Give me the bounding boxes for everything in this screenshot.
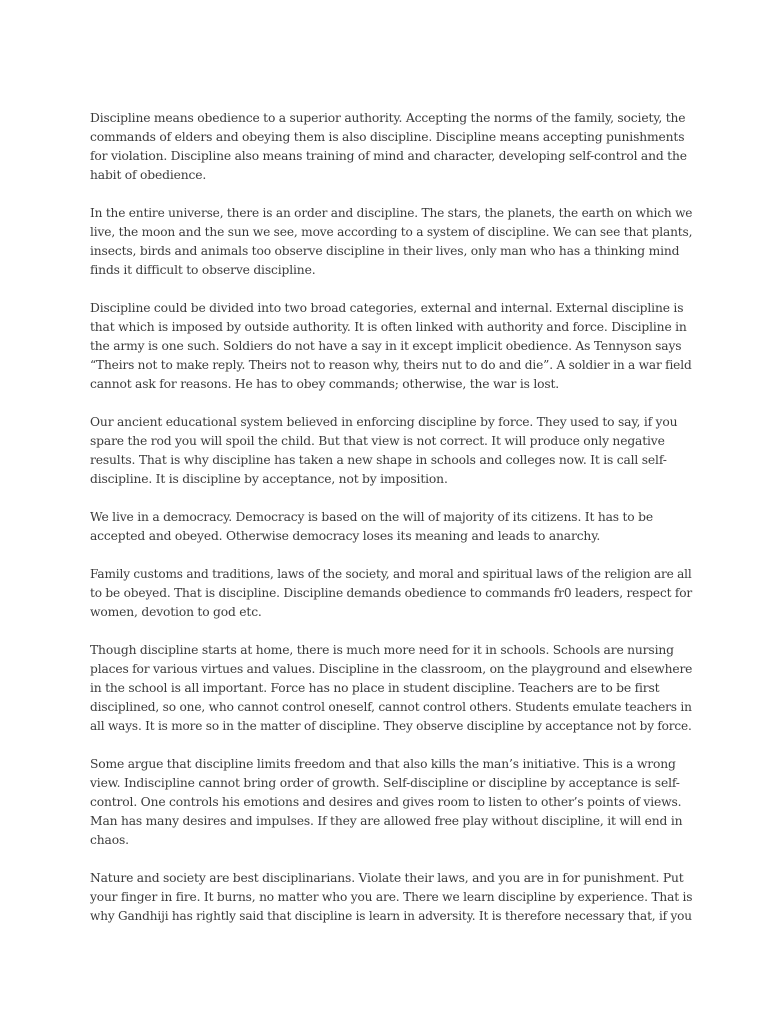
text-line: places for various virtues and values. Discipline in the classroom, on the playground and elsewhere — [90, 662, 693, 676]
text-line: “Theirs not to make reply. Theirs not to reason why, theirs nut to do and die”. A soldier in a war field — [90, 358, 692, 372]
text-line: Some argue that discipline limits freedom and that also kills the man’s initiative. This is a wrong — [90, 757, 676, 771]
text-line: to be obeyed. That is discipline. Discipline demands obedience to commands fr0 leaders, respect for — [90, 586, 693, 600]
text-line: Discipline could be divided into two broad categories, external and internal. External discipline is — [90, 301, 684, 315]
paragraph-definition — [90, 109, 686, 185]
text-line: in the school is all important. Force has no place in student discipline. Teachers are to be first — [90, 681, 660, 695]
text-line: view. Indiscipline cannot bring order of growth. Self-discipline or discipline by acceptance is self- — [90, 776, 680, 790]
text-line: disciplined, so one, who cannot control oneself, cannot control others. Students emulate teachers in — [90, 700, 692, 714]
text-line: spare the rod you will spoil the child. But that view is not correct. It will produce only negative — [90, 434, 665, 448]
paragraph-democracy — [90, 508, 686, 546]
text-line: cannot ask for reasons. He has to obey commands; otherwise, the war is lost. — [90, 377, 560, 391]
text-line: control. One controls his emotions and desires and gives room to listen to other’s points of views. — [90, 795, 682, 809]
text-line: Nature and society are best disciplinarians. Violate their laws, and you are in for punishment. Put — [90, 871, 684, 885]
text-line: commands of elders and obeying them is also discipline. Discipline means accepting punishments — [90, 130, 685, 144]
text-line: We live in a democracy. Democracy is based on the will of majority of its citizens. It has to be — [90, 510, 653, 524]
text-line: women, devotion to god etc. — [90, 605, 262, 619]
paragraph-family-customs — [90, 565, 693, 622]
text-line: Our ancient educational system believed in enforcing discipline by force. They used to say, if you — [90, 415, 678, 429]
paragraph-education — [90, 413, 686, 489]
text-line: live, the moon and the sun we see, move according to a system of discipline. We can see that plants, — [90, 225, 693, 239]
text-line: the army is one such. Soldiers do not have a say in it except implicit obedience. As Tennyson says — [90, 339, 682, 353]
text-line: In the entire universe, there is an order and discipline. The stars, the planets, the earth on which we — [90, 206, 693, 220]
text-line: for violation. Discipline also means training of mind and character, developing self-control and the — [90, 149, 687, 163]
text-line: finds it difficult to observe discipline. — [90, 263, 316, 277]
text-line: all ways. It is more so in the matter of discipline. They observe discipline by acceptance not by force. — [90, 719, 692, 733]
paragraph-categories — [90, 299, 692, 394]
text-line: habit of obedience. — [90, 168, 207, 182]
paragraph-nature — [90, 869, 693, 926]
text-line: why Gandhiji has rightly said that discipline is learn in adversity. It is therefore necessary that, if you — [90, 909, 692, 923]
paragraph-schools — [90, 641, 693, 736]
text-line: Family customs and traditions, laws of the society, and moral and spiritual laws of the religion are all — [90, 567, 692, 581]
paragraph-freedom — [90, 755, 686, 850]
text-line: your finger in fire. It burns, no matter who you are. There we learn discipline by experience. That is — [90, 890, 693, 904]
text-line: discipline. It is discipline by acceptance, not by imposition. — [90, 472, 448, 486]
text-line: results. That is why discipline has taken a new shape in schools and colleges now. It is call self- — [90, 453, 667, 467]
text-line: Man has many desires and impulses. If they are allowed free play without discipline, it will end in — [90, 814, 683, 828]
text-line: Discipline means obedience to a superior authority. Accepting the norms of the family, society, the — [90, 111, 686, 125]
text-line: chaos. — [90, 833, 129, 847]
text-line: insects, birds and animals too observe discipline in their lives, only man who has a thinking mind — [90, 244, 680, 258]
document-body — [90, 109, 693, 945]
text-line: that which is imposed by outside authority. It is often linked with authority and force. Discipline in — [90, 320, 687, 334]
text-line: Though discipline starts at home, there is much more need for it in schools. Schools are nursing — [90, 643, 674, 657]
text-line: accepted and obeyed. Otherwise democracy loses its meaning and leads to anarchy. — [90, 529, 601, 543]
paragraph-universe — [90, 204, 693, 280]
